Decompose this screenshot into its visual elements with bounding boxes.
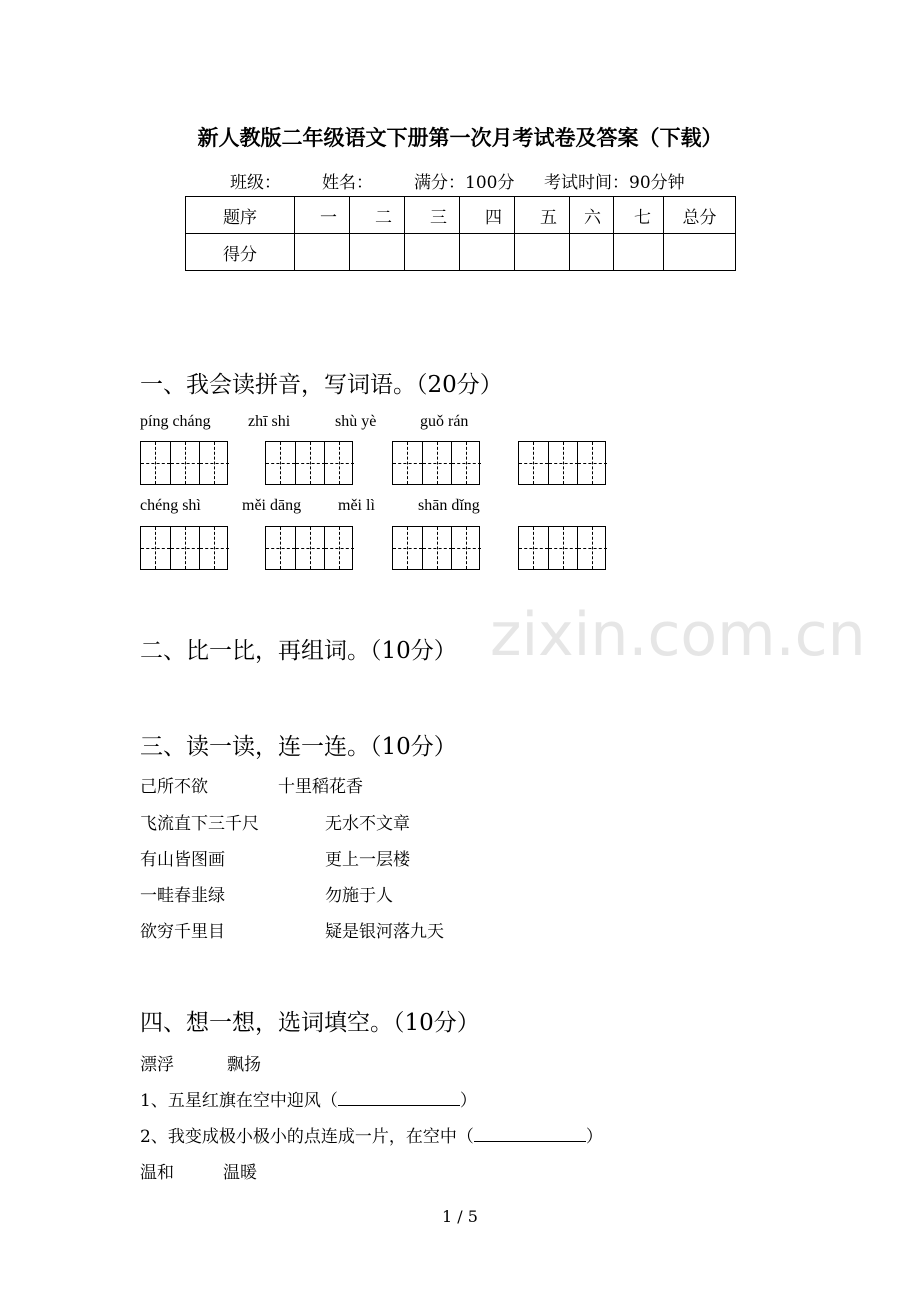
writing-box[interactable] (265, 441, 353, 485)
writing-cell[interactable] (170, 442, 200, 484)
score-input-cell[interactable] (350, 234, 405, 271)
writing-cell[interactable] (548, 442, 578, 484)
guide-line (563, 442, 564, 484)
writing-box[interactable] (518, 441, 606, 485)
table-cell: 题序 (186, 197, 295, 234)
writing-box[interactable] (392, 526, 480, 570)
pinyin-label: shù yè (335, 413, 377, 430)
guide-line (533, 442, 534, 484)
question-2-text: 2、我变成极小极小的点连成一片，在空中（ (140, 1127, 474, 1147)
writing-box[interactable] (392, 441, 480, 485)
pinyin-label: zhī shi (248, 413, 291, 430)
writing-cell[interactable] (141, 527, 170, 569)
guide-line (339, 527, 340, 569)
watermark: zixin.com.cn (490, 600, 866, 670)
student-info (230, 168, 685, 193)
match-right-item[interactable]: 疑是银河落九天 (325, 922, 444, 942)
writing-cell[interactable] (170, 527, 200, 569)
guide-line (592, 527, 593, 569)
pinyin-label: shān dǐng (418, 497, 480, 514)
writing-cell[interactable] (393, 442, 422, 484)
writing-cell[interactable] (266, 527, 295, 569)
guide-line (466, 527, 467, 569)
writing-cell[interactable] (324, 527, 354, 569)
score-table-header-row (186, 197, 736, 234)
writing-cell[interactable] (422, 527, 452, 569)
match-left-item[interactable]: 己所不欲 (140, 777, 208, 797)
table-cell: 五 (515, 197, 570, 234)
word-choice: 温暖 (223, 1163, 257, 1183)
time-label: 考试时间：90分钟 (544, 173, 685, 193)
score-input-cell[interactable] (570, 234, 614, 271)
guide-line (533, 527, 534, 569)
answer-blank-2[interactable] (474, 1125, 586, 1142)
table-cell: 得分 (186, 234, 295, 271)
class-label: 班级： (230, 173, 281, 193)
section-3-heading: 三、读一读，连一连。（10分） (140, 734, 457, 760)
match-right-item[interactable]: 更上一层楼 (325, 850, 410, 870)
score-input-cell[interactable] (664, 234, 736, 271)
writing-cell[interactable] (519, 527, 548, 569)
pinyin-label: píng cháng (140, 413, 211, 430)
match-right-item[interactable]: 勿施于人 (325, 886, 393, 906)
match-left-item[interactable]: 一畦春韭绿 (140, 886, 225, 906)
pinyin-label: měi dāng (242, 497, 302, 514)
guide-line (592, 442, 593, 484)
writing-cell[interactable] (199, 442, 229, 484)
writing-cell[interactable] (199, 527, 229, 569)
word-choice: 飘扬 (227, 1055, 261, 1075)
writing-box[interactable] (518, 526, 606, 570)
score-input-cell[interactable] (405, 234, 460, 271)
score-input-cell[interactable] (515, 234, 570, 271)
writing-cell[interactable] (324, 442, 354, 484)
guide-line (280, 527, 281, 569)
guide-line (155, 527, 156, 569)
match-right-item[interactable]: 十里稻花香 (278, 777, 363, 797)
writing-cell[interactable] (295, 442, 325, 484)
guide-line (280, 442, 281, 484)
guide-line (214, 442, 215, 484)
writing-box[interactable] (140, 441, 228, 485)
question-2 (140, 1122, 603, 1147)
score-input-cell[interactable] (295, 234, 350, 271)
writing-cell[interactable] (548, 527, 578, 569)
table-cell: 六 (570, 197, 614, 234)
guide-line (185, 442, 186, 484)
score-table (185, 196, 736, 271)
writing-cell[interactable] (451, 442, 481, 484)
score-input-cell[interactable] (460, 234, 515, 271)
question-1-text: 1、五星红旗在空中迎风（ (140, 1091, 338, 1111)
table-cell: 三 (405, 197, 460, 234)
score-input-cell[interactable] (614, 234, 664, 271)
guide-line (407, 527, 408, 569)
section-4-heading: 四、想一想，选词填空。（10分） (140, 1010, 480, 1036)
guide-line (407, 442, 408, 484)
guide-line (437, 442, 438, 484)
table-cell: 二 (350, 197, 405, 234)
writing-box[interactable] (265, 526, 353, 570)
name-label: 姓名： (322, 173, 373, 193)
writing-cell[interactable] (393, 527, 422, 569)
word-choice: 温和 (140, 1163, 174, 1183)
writing-cell[interactable] (577, 442, 607, 484)
guide-line (563, 527, 564, 569)
table-cell: 七 (614, 197, 664, 234)
writing-box[interactable] (140, 526, 228, 570)
table-cell: 总分 (664, 197, 736, 234)
guide-line (155, 442, 156, 484)
writing-cell[interactable] (519, 442, 548, 484)
guide-line (310, 527, 311, 569)
page-title: 新人教版二年级语文下册第一次月考试卷及答案（下载） (197, 125, 723, 150)
table-cell: 一 (295, 197, 350, 234)
question-1 (140, 1086, 477, 1111)
writing-cell[interactable] (266, 442, 295, 484)
guide-line (310, 442, 311, 484)
match-left-item[interactable]: 有山皆图画 (140, 850, 225, 870)
guide-line (437, 527, 438, 569)
guide-line (185, 527, 186, 569)
guide-line (466, 442, 467, 484)
section-1-heading: 一、我会读拼音，写词语。（20分） (140, 372, 503, 398)
guide-line (214, 527, 215, 569)
guide-line (339, 442, 340, 484)
match-right-item[interactable]: 无水不文章 (325, 814, 410, 834)
score-table-score-row (186, 234, 736, 271)
score-label: 满分：100分 (414, 173, 515, 193)
pinyin-label: měi lì (338, 497, 375, 514)
table-cell: 四 (460, 197, 515, 234)
word-choice: 漂浮 (140, 1055, 174, 1075)
close-paren: ） (459, 1091, 477, 1111)
section-2-heading: 二、比一比，再组词。（10分） (140, 638, 457, 664)
writing-cell[interactable] (451, 527, 481, 569)
page-number: 1 / 5 (442, 1207, 478, 1226)
match-left-item[interactable]: 飞流直下三千尺 (140, 814, 259, 834)
writing-cell[interactable] (577, 527, 607, 569)
pinyin-label: chéng shì (140, 497, 201, 514)
writing-cell[interactable] (141, 442, 170, 484)
answer-blank-1[interactable] (338, 1089, 460, 1106)
writing-cell[interactable] (295, 527, 325, 569)
pinyin-label: guǒ rán (420, 413, 469, 430)
writing-cell[interactable] (422, 442, 452, 484)
match-left-item[interactable]: 欲穷千里目 (140, 922, 225, 942)
close-paren: ） (585, 1127, 603, 1147)
